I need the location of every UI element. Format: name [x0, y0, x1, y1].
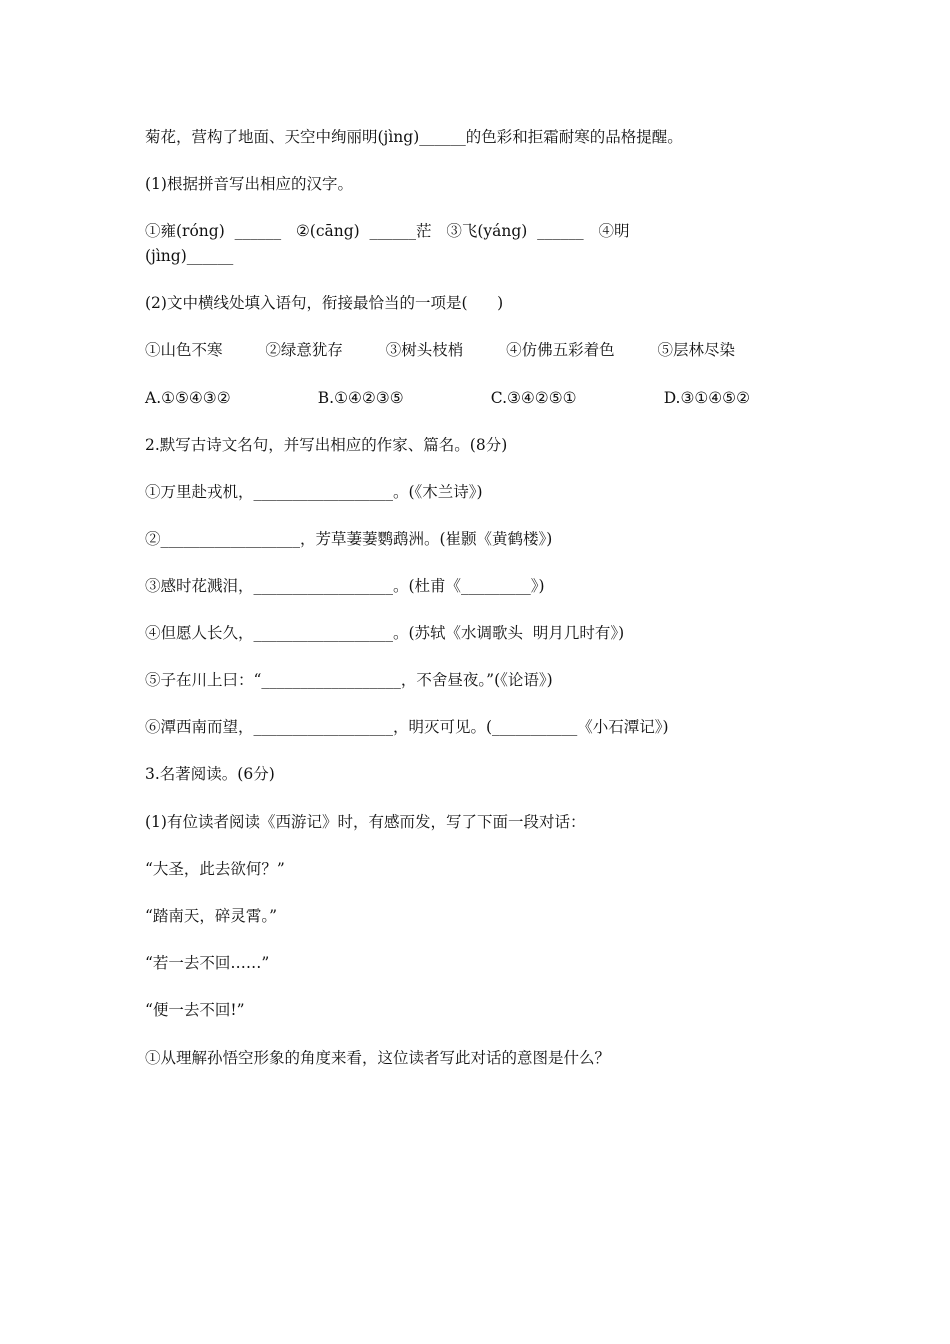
- q2-item: ④但愿人长久，__________________。(苏轼《水调歌头 明月几时有》): [145, 624, 625, 642]
- choice-c: C.③④②⑤①: [490, 389, 577, 407]
- q3-question: ①从理解孙悟空形象的角度来看，这位读者写此对话的意图是什么？: [145, 1049, 611, 1067]
- choice-d: D.③①④⑤②: [663, 389, 750, 407]
- phrase-option: ③树头枝梢: [385, 341, 464, 359]
- dialogue-line: “大圣，此去欲何？”: [145, 860, 285, 878]
- q2-item: ③感时花溅泪，__________________。(杜甫《_________》): [145, 577, 545, 595]
- phrase-option: ④仿佛五彩着色: [506, 341, 615, 359]
- q1-phrase-options: [145, 339, 735, 361]
- q3-sub1: (1)有位读者阅读《西游记》时，有感而发，写了下面一段对话：: [145, 813, 586, 831]
- phrase-option: ①山色不寒: [145, 341, 223, 359]
- q2-item: ②__________________，芳草萋萋鹦鹉洲。(崔颢《黄鹤楼》): [145, 530, 553, 548]
- q1-sub2: (2)文中横线处填入语句，衔接最恰当的一项是( ): [145, 294, 504, 312]
- q1-answer-choices: [145, 387, 750, 409]
- choice-a: A.①⑤④③②: [145, 389, 231, 407]
- q3-title: 3.名著阅读。(6分): [145, 765, 275, 783]
- dialogue-line: “踏南天，碎灵霄。”: [145, 907, 278, 925]
- q2-item: ⑥潭西南而望，__________________，明灭可见。(___________《小石潭记》): [145, 718, 669, 736]
- q1-sub1: (1)根据拼音写出相应的汉字。: [145, 175, 353, 193]
- phrase-option: ②绿意犹存: [265, 341, 343, 359]
- q1-pinyin-line1: ①雍(róng) ______ ②(cāng) ______茫 ③飞(yáng) ______ ④明: [145, 222, 630, 240]
- dialogue-line: “便一去不回!”: [145, 1001, 245, 1019]
- q2-title: 2.默写古诗文名句，并写出相应的作家、篇名。(8分): [145, 436, 508, 454]
- q1-pinyin-line2: (jìng)______: [145, 247, 234, 265]
- phrase-option: ⑤层林尽染: [657, 341, 735, 359]
- dialogue-line: “若一去不回……”: [145, 954, 270, 972]
- choice-b: B.①④②③⑤: [317, 389, 404, 407]
- q2-item: ①万里赴戎机，__________________。(《木兰诗》): [145, 483, 483, 501]
- q2-item: ⑤子在川上曰：“__________________，不舍昼夜。”(《论语》): [145, 671, 553, 689]
- intro-text: 菊花，营构了地面、天空中绚丽明(jìng)______的色彩和拒霜耐寒的品格提醒。: [145, 128, 683, 146]
